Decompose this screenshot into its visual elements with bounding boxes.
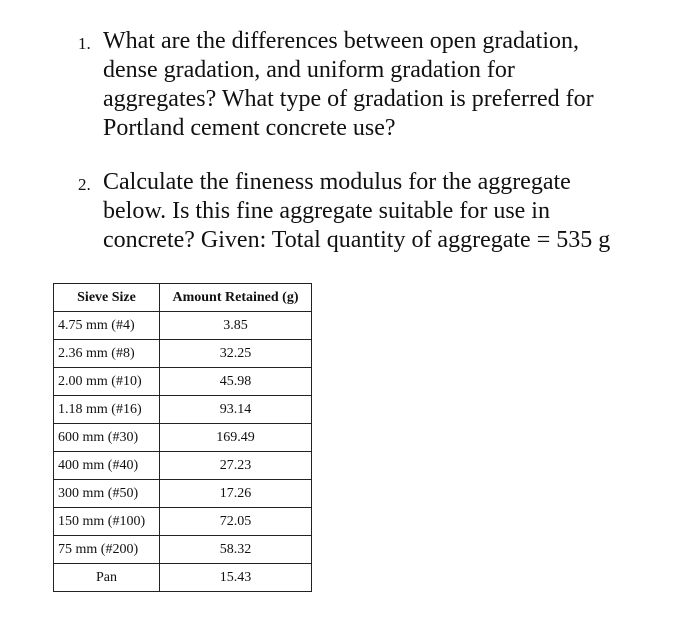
table-row bbox=[54, 480, 312, 508]
table-row bbox=[54, 368, 312, 396]
sieve-size-cell: 300 mm (#50) bbox=[54, 480, 160, 508]
sieve-size-cell: 75 mm (#200) bbox=[54, 536, 160, 564]
sieve-size-cell: 2.36 mm (#8) bbox=[54, 340, 160, 368]
table-row bbox=[54, 452, 312, 480]
amount-cell: 45.98 bbox=[160, 368, 312, 396]
question-number: 2. bbox=[78, 175, 91, 194]
amount-cell: 17.26 bbox=[160, 480, 312, 508]
sieve-size-cell: 2.00 mm (#10) bbox=[54, 368, 160, 396]
sieve-table bbox=[53, 283, 312, 592]
amount-cell: 58.32 bbox=[160, 536, 312, 564]
sieve-size-cell: 150 mm (#100) bbox=[54, 508, 160, 536]
question-line: aggregates? What type of gradation is preferred for bbox=[103, 86, 594, 112]
question-line: dense gradation, and uniform gradation for bbox=[103, 57, 515, 83]
table-row bbox=[54, 312, 312, 340]
amount-cell: 169.49 bbox=[160, 424, 312, 452]
table-row bbox=[54, 536, 312, 564]
question-line: concrete? Given: Total quantity of aggregate = 535 g bbox=[103, 227, 611, 253]
table-row bbox=[54, 564, 312, 592]
question-text bbox=[103, 27, 594, 143]
amount-cell: 27.23 bbox=[160, 452, 312, 480]
sieve-size-cell: 4.75 mm (#4) bbox=[54, 312, 160, 340]
amount-cell: 15.43 bbox=[160, 564, 312, 592]
amount-cell: 32.25 bbox=[160, 340, 312, 368]
table-row bbox=[54, 340, 312, 368]
table-row bbox=[54, 508, 312, 536]
sieve-size-cell: 1.18 mm (#16) bbox=[54, 396, 160, 424]
amount-cell: 3.85 bbox=[160, 312, 312, 340]
question-text bbox=[103, 168, 610, 255]
header-amount-retained: Amount Retained (g) bbox=[160, 284, 312, 312]
sieve-size-cell: 600 mm (#30) bbox=[54, 424, 160, 452]
question-line: What are the differences between open gradation, bbox=[103, 28, 579, 54]
sieve-size-cell: 400 mm (#40) bbox=[54, 452, 160, 480]
header-sieve-size: Sieve Size bbox=[54, 284, 160, 312]
question-line: Portland cement concrete use? bbox=[103, 115, 396, 141]
table-row bbox=[54, 396, 312, 424]
question-line: Calculate the fineness modulus for the aggregate bbox=[103, 169, 571, 195]
table-row bbox=[54, 424, 312, 452]
amount-cell: 93.14 bbox=[160, 396, 312, 424]
question-line: below. Is this fine aggregate suitable for use in bbox=[103, 198, 550, 224]
sieve-size-cell: Pan bbox=[54, 564, 160, 592]
table-header-row bbox=[54, 284, 312, 312]
amount-cell: 72.05 bbox=[160, 508, 312, 536]
question-number: 1. bbox=[78, 34, 91, 53]
